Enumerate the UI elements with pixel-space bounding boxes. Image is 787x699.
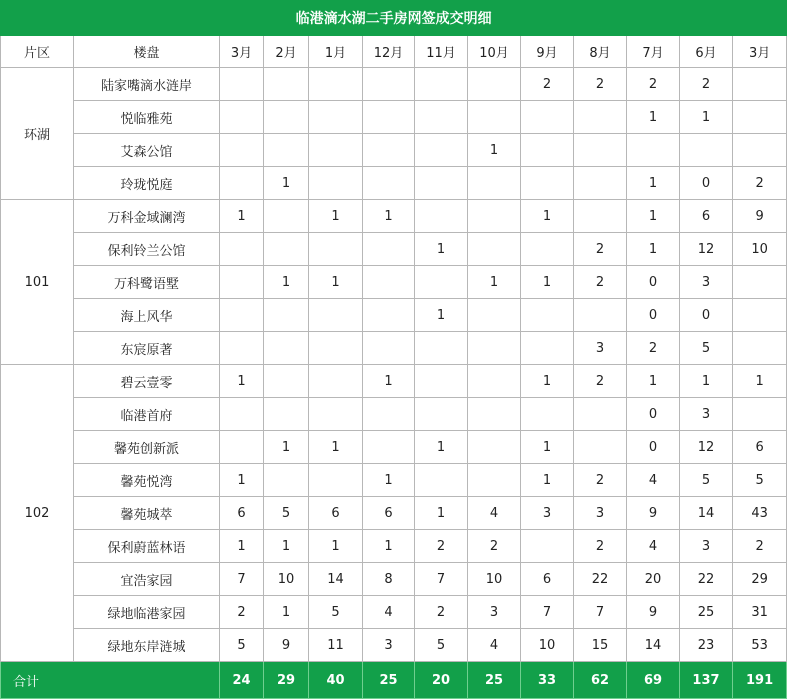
value-cell [264,398,309,431]
value-cell [264,332,309,365]
value-cell [309,167,363,200]
total-label: 合计 [1,662,220,699]
project-cell: 保利蔚蓝林语 [74,530,220,563]
value-cell [363,68,415,101]
project-cell: 馨苑创新派 [74,431,220,464]
table-row [1,365,787,398]
header-month: 8月 [574,36,627,68]
value-cell: 1 [264,431,309,464]
value-cell [220,398,264,431]
value-cell [468,431,521,464]
value-cell [574,101,627,134]
value-cell [309,101,363,134]
table-row [1,101,787,134]
value-cell: 4 [627,464,680,497]
value-cell [468,101,521,134]
value-cell: 14 [309,563,363,596]
project-cell: 馨苑悦湾 [74,464,220,497]
value-cell: 2 [220,596,264,629]
project-cell: 海上风华 [74,299,220,332]
value-cell: 1 [309,530,363,563]
value-cell [264,365,309,398]
value-cell: 0 [627,431,680,464]
value-cell: 5 [680,332,733,365]
value-cell: 2 [574,365,627,398]
value-cell: 1 [733,365,787,398]
value-cell [574,134,627,167]
value-cell: 2 [415,530,468,563]
value-cell: 1 [220,530,264,563]
total-value-cell: 20 [415,662,468,699]
value-cell: 5 [415,629,468,662]
value-cell [264,134,309,167]
value-cell [733,134,787,167]
header-month: 3月 [220,36,264,68]
value-cell: 11 [309,629,363,662]
project-cell: 陆家嘴滴水涟岸 [74,68,220,101]
value-cell: 1 [220,365,264,398]
value-cell [363,299,415,332]
value-cell: 1 [415,233,468,266]
table-row [1,134,787,167]
value-cell: 10 [264,563,309,596]
value-cell: 6 [521,563,574,596]
value-cell: 2 [574,464,627,497]
value-cell [468,167,521,200]
table-row [1,464,787,497]
project-cell: 保利铃兰公馆 [74,233,220,266]
value-cell: 1 [627,167,680,200]
value-cell [363,233,415,266]
value-cell: 2 [627,68,680,101]
value-cell [309,398,363,431]
value-cell [363,431,415,464]
value-cell: 22 [574,563,627,596]
total-row [1,662,787,699]
project-cell: 万科鹭语墅 [74,266,220,299]
value-cell [468,398,521,431]
value-cell: 4 [363,596,415,629]
value-cell [521,332,574,365]
value-cell [309,299,363,332]
value-cell: 1 [264,167,309,200]
value-cell [574,431,627,464]
table-row [1,167,787,200]
value-cell: 1 [309,431,363,464]
value-cell [733,266,787,299]
value-cell [733,68,787,101]
value-cell: 25 [680,596,733,629]
project-cell: 宜浩家园 [74,563,220,596]
value-cell: 6 [733,431,787,464]
value-cell [220,167,264,200]
value-cell [574,167,627,200]
value-cell: 1 [415,431,468,464]
value-cell [415,68,468,101]
value-cell: 15 [574,629,627,662]
value-cell: 2 [468,530,521,563]
value-cell: 1 [627,365,680,398]
value-cell [220,101,264,134]
value-cell [264,101,309,134]
total-value-cell: 25 [468,662,521,699]
value-cell: 7 [574,596,627,629]
value-cell [264,200,309,233]
value-cell [309,332,363,365]
value-cell: 1 [220,464,264,497]
value-cell [264,464,309,497]
value-cell: 2 [415,596,468,629]
value-cell: 3 [363,629,415,662]
table-row [1,200,787,233]
value-cell [415,398,468,431]
value-cell: 1 [309,200,363,233]
value-cell: 2 [521,68,574,101]
value-cell: 12 [680,233,733,266]
value-cell [220,299,264,332]
project-cell: 绿地东岸涟城 [74,629,220,662]
value-cell [220,233,264,266]
value-cell: 1 [521,200,574,233]
value-cell [574,299,627,332]
value-cell: 2 [574,68,627,101]
value-cell: 1 [309,266,363,299]
value-cell: 5 [733,464,787,497]
value-cell [415,167,468,200]
value-cell: 1 [468,134,521,167]
header-district: 片区 [1,36,74,68]
project-cell: 东宸原著 [74,332,220,365]
value-cell: 53 [733,629,787,662]
value-cell: 9 [264,629,309,662]
value-cell: 14 [627,629,680,662]
value-cell: 1 [363,365,415,398]
value-cell: 20 [627,563,680,596]
value-cell: 9 [627,596,680,629]
value-cell: 1 [468,266,521,299]
value-cell [220,134,264,167]
value-cell [468,464,521,497]
value-cell [733,299,787,332]
value-cell [264,233,309,266]
value-cell [220,266,264,299]
value-cell [363,134,415,167]
value-cell [309,464,363,497]
header-month: 7月 [627,36,680,68]
value-cell: 1 [521,431,574,464]
header-month: 2月 [264,36,309,68]
total-value-cell: 25 [363,662,415,699]
value-cell [363,398,415,431]
value-cell [415,464,468,497]
value-cell [363,332,415,365]
value-cell [468,365,521,398]
value-cell [468,233,521,266]
value-cell [733,101,787,134]
value-cell: 0 [627,299,680,332]
value-cell [363,101,415,134]
table-row [1,398,787,431]
header-project: 楼盘 [74,36,220,68]
value-cell [627,134,680,167]
value-cell [574,398,627,431]
value-cell [264,68,309,101]
project-cell: 玲珑悦庭 [74,167,220,200]
value-cell: 4 [468,629,521,662]
value-cell: 5 [264,497,309,530]
total-value-cell: 137 [680,662,733,699]
value-cell [468,332,521,365]
value-cell: 5 [220,629,264,662]
total-value-cell: 24 [220,662,264,699]
value-cell [733,398,787,431]
value-cell: 1 [363,464,415,497]
value-cell: 1 [627,200,680,233]
value-cell: 1 [415,497,468,530]
value-cell: 9 [627,497,680,530]
value-cell: 3 [680,398,733,431]
table-title: 临港滴水湖二手房网签成交明细 [1,1,787,36]
total-value-cell: 62 [574,662,627,699]
table-row [1,68,787,101]
table-row [1,530,787,563]
value-cell [309,233,363,266]
total-value-cell: 29 [264,662,309,699]
value-cell: 2 [574,233,627,266]
value-cell: 3 [680,530,733,563]
project-cell: 绿地临港家园 [74,596,220,629]
value-cell: 3 [468,596,521,629]
value-cell [309,68,363,101]
value-cell: 2 [574,530,627,563]
value-cell: 10 [468,563,521,596]
value-cell: 0 [680,299,733,332]
value-cell [415,332,468,365]
value-cell: 0 [680,167,733,200]
value-cell: 7 [220,563,264,596]
value-cell: 6 [220,497,264,530]
value-cell: 6 [309,497,363,530]
value-cell: 4 [468,497,521,530]
value-cell: 31 [733,596,787,629]
value-cell: 43 [733,497,787,530]
total-value-cell: 69 [627,662,680,699]
value-cell: 1 [363,200,415,233]
value-cell: 29 [733,563,787,596]
value-cell [468,200,521,233]
total-value-cell: 191 [733,662,787,699]
value-cell [309,365,363,398]
header-month: 12月 [363,36,415,68]
value-cell [309,134,363,167]
table-row [1,596,787,629]
value-cell: 1 [521,266,574,299]
value-cell: 14 [680,497,733,530]
project-cell: 碧云壹零 [74,365,220,398]
value-cell: 1 [680,101,733,134]
value-cell: 2 [574,266,627,299]
district-cell: 环湖 [1,68,74,200]
value-cell: 1 [627,233,680,266]
project-cell: 万科金域澜湾 [74,200,220,233]
value-cell: 5 [309,596,363,629]
value-cell: 1 [363,530,415,563]
project-cell: 艾森公馆 [74,134,220,167]
value-cell: 3 [574,332,627,365]
value-cell [680,134,733,167]
value-cell: 1 [264,266,309,299]
value-cell [733,332,787,365]
value-cell [415,134,468,167]
value-cell: 5 [680,464,733,497]
table-row [1,431,787,464]
value-cell: 3 [574,497,627,530]
district-cell: 102 [1,365,74,662]
value-cell: 7 [521,596,574,629]
header-month: 10月 [468,36,521,68]
table-row [1,299,787,332]
value-cell [415,200,468,233]
value-cell: 22 [680,563,733,596]
value-cell: 10 [521,629,574,662]
value-cell [415,266,468,299]
value-cell [468,299,521,332]
value-cell: 2 [680,68,733,101]
total-value-cell: 33 [521,662,574,699]
value-cell [415,365,468,398]
value-cell [220,431,264,464]
value-cell [521,530,574,563]
value-cell: 4 [627,530,680,563]
value-cell [415,101,468,134]
total-value-cell: 40 [309,662,363,699]
value-cell: 1 [264,596,309,629]
value-cell: 1 [627,101,680,134]
value-cell: 3 [680,266,733,299]
value-cell: 6 [680,200,733,233]
value-cell [468,68,521,101]
header-month: 9月 [521,36,574,68]
project-cell: 馨苑城萃 [74,497,220,530]
value-cell: 7 [415,563,468,596]
header-month: 11月 [415,36,468,68]
value-cell [264,299,309,332]
value-cell [521,233,574,266]
value-cell: 0 [627,398,680,431]
table-row [1,332,787,365]
project-cell: 临港首府 [74,398,220,431]
value-cell: 1 [220,200,264,233]
value-cell [521,299,574,332]
value-cell: 3 [521,497,574,530]
value-cell [363,167,415,200]
value-cell: 2 [733,530,787,563]
value-cell: 6 [363,497,415,530]
value-cell [521,398,574,431]
value-cell: 0 [627,266,680,299]
value-cell [363,266,415,299]
table-row [1,629,787,662]
value-cell: 9 [733,200,787,233]
value-cell: 1 [521,464,574,497]
value-cell [521,101,574,134]
value-cell: 12 [680,431,733,464]
table-row [1,266,787,299]
value-cell: 23 [680,629,733,662]
header-month: 1月 [309,36,363,68]
value-cell: 1 [415,299,468,332]
value-cell [220,332,264,365]
value-cell: 1 [680,365,733,398]
value-cell: 1 [264,530,309,563]
table-row [1,563,787,596]
value-cell [521,134,574,167]
project-cell: 悦临雅苑 [74,101,220,134]
header-month: 6月 [680,36,733,68]
value-cell: 2 [627,332,680,365]
value-cell [220,68,264,101]
value-cell [521,167,574,200]
table-row [1,497,787,530]
value-cell: 8 [363,563,415,596]
district-cell: 101 [1,200,74,365]
header-month: 3月 [733,36,787,68]
value-cell: 1 [521,365,574,398]
value-cell: 2 [733,167,787,200]
value-cell [574,200,627,233]
value-cell: 10 [733,233,787,266]
table-row [1,233,787,266]
